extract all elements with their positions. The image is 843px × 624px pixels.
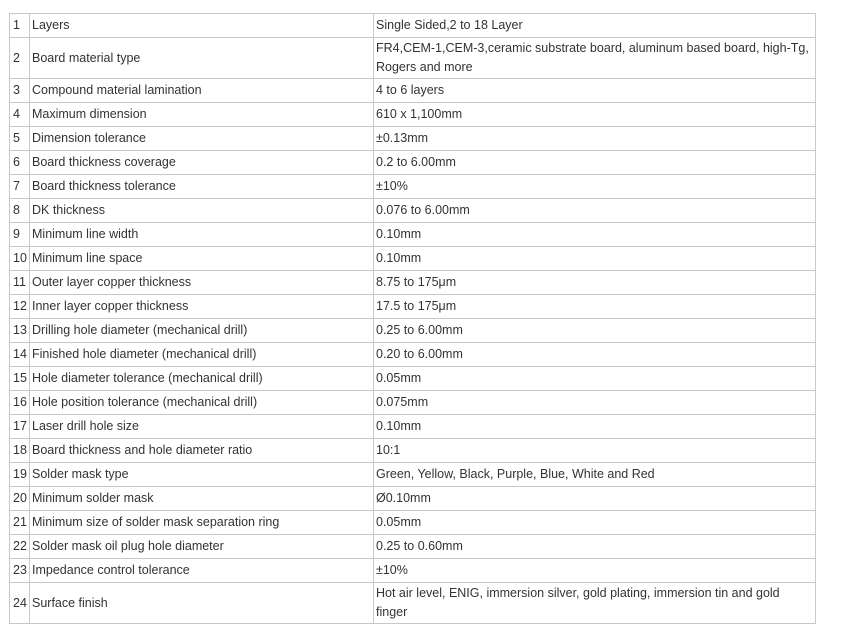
parameter-value: 0.10mm	[374, 247, 816, 271]
parameter-name: Minimum solder mask	[30, 487, 374, 511]
parameter-name: Hole position tolerance (mechanical drill)	[30, 391, 374, 415]
table-row	[10, 14, 816, 38]
row-number: 20	[10, 487, 30, 511]
parameter-name: Solder mask oil plug hole diameter	[30, 535, 374, 559]
parameter-name: Board thickness and hole diameter ratio	[30, 439, 374, 463]
table-row	[10, 295, 816, 319]
table-row	[10, 38, 816, 79]
row-number: 15	[10, 367, 30, 391]
parameter-name: DK thickness	[30, 199, 374, 223]
row-number: 12	[10, 295, 30, 319]
parameter-value: ±0.13mm	[374, 127, 816, 151]
row-number: 10	[10, 247, 30, 271]
parameter-name: Impedance control tolerance	[30, 559, 374, 583]
parameter-value: 610 x 1,100mm	[374, 103, 816, 127]
parameter-value: 0.05mm	[374, 367, 816, 391]
parameter-name: Hole diameter tolerance (mechanical drill)	[30, 367, 374, 391]
row-number: 4	[10, 103, 30, 127]
table-row	[10, 127, 816, 151]
parameter-name: Dimension tolerance	[30, 127, 374, 151]
parameter-value: 10:1	[374, 439, 816, 463]
parameter-value: 0.075mm	[374, 391, 816, 415]
parameter-value: 0.20 to 6.00mm	[374, 343, 816, 367]
parameter-value: Ø0.10mm	[374, 487, 816, 511]
table-row	[10, 439, 816, 463]
spec-table-container	[9, 13, 816, 624]
parameter-name: Laser drill hole size	[30, 415, 374, 439]
table-row	[10, 367, 816, 391]
parameter-name: Outer layer copper thickness	[30, 271, 374, 295]
table-row	[10, 175, 816, 199]
parameter-name: Drilling hole diameter (mechanical drill)	[30, 319, 374, 343]
table-row	[10, 151, 816, 175]
table-row	[10, 559, 816, 583]
table-row	[10, 415, 816, 439]
pcb-capability-table	[9, 13, 816, 624]
parameter-name: Surface finish	[30, 583, 374, 624]
row-number: 21	[10, 511, 30, 535]
table-row	[10, 391, 816, 415]
row-number: 22	[10, 535, 30, 559]
row-number: 9	[10, 223, 30, 247]
row-number: 16	[10, 391, 30, 415]
parameter-value: 17.5 to 175μm	[374, 295, 816, 319]
table-body	[10, 14, 816, 624]
table-row	[10, 271, 816, 295]
parameter-name: Board material type	[30, 38, 374, 79]
parameter-value: Single Sided,2 to 18 Layer	[374, 14, 816, 38]
parameter-name: Compound material lamination	[30, 79, 374, 103]
table-row	[10, 535, 816, 559]
parameter-value: 0.10mm	[374, 415, 816, 439]
table-row	[10, 103, 816, 127]
row-number: 14	[10, 343, 30, 367]
parameter-name: Board thickness coverage	[30, 151, 374, 175]
table-row	[10, 247, 816, 271]
table-row	[10, 511, 816, 535]
parameter-value: ±10%	[374, 175, 816, 199]
table-row	[10, 223, 816, 247]
row-number: 8	[10, 199, 30, 223]
table-row	[10, 343, 816, 367]
parameter-name: Layers	[30, 14, 374, 38]
parameter-value: Green, Yellow, Black, Purple, Blue, White and Red	[374, 463, 816, 487]
row-number: 17	[10, 415, 30, 439]
table-row	[10, 79, 816, 103]
parameter-name: Solder mask type	[30, 463, 374, 487]
parameter-value: Hot air level, ENIG, immersion silver, gold plating, immersion tin and gold finger	[374, 583, 816, 624]
parameter-name: Maximum dimension	[30, 103, 374, 127]
parameter-name: Board thickness tolerance	[30, 175, 374, 199]
table-row	[10, 319, 816, 343]
row-number: 13	[10, 319, 30, 343]
row-number: 3	[10, 79, 30, 103]
row-number: 7	[10, 175, 30, 199]
row-number: 18	[10, 439, 30, 463]
parameter-name: Minimum line space	[30, 247, 374, 271]
parameter-value: FR4,CEM-1,CEM-3,ceramic substrate board, aluminum based board, high-Tg, Rogers and more	[374, 38, 816, 79]
parameter-value: ±10%	[374, 559, 816, 583]
parameter-name: Inner layer copper thickness	[30, 295, 374, 319]
table-row	[10, 199, 816, 223]
row-number: 5	[10, 127, 30, 151]
row-number: 24	[10, 583, 30, 624]
row-number: 19	[10, 463, 30, 487]
parameter-name: Finished hole diameter (mechanical drill)	[30, 343, 374, 367]
table-row	[10, 487, 816, 511]
row-number: 11	[10, 271, 30, 295]
parameter-value: 0.05mm	[374, 511, 816, 535]
parameter-value: 4 to 6 layers	[374, 79, 816, 103]
parameter-value: 0.10mm	[374, 223, 816, 247]
parameter-name: Minimum line width	[30, 223, 374, 247]
parameter-name: Minimum size of solder mask separation ring	[30, 511, 374, 535]
row-number: 1	[10, 14, 30, 38]
row-number: 6	[10, 151, 30, 175]
parameter-value: 0.2 to 6.00mm	[374, 151, 816, 175]
table-row	[10, 463, 816, 487]
parameter-value: 0.25 to 6.00mm	[374, 319, 816, 343]
row-number: 2	[10, 38, 30, 79]
parameter-value: 8.75 to 175μm	[374, 271, 816, 295]
table-row	[10, 583, 816, 624]
parameter-value: 0.076 to 6.00mm	[374, 199, 816, 223]
row-number: 23	[10, 559, 30, 583]
parameter-value: 0.25 to 0.60mm	[374, 535, 816, 559]
